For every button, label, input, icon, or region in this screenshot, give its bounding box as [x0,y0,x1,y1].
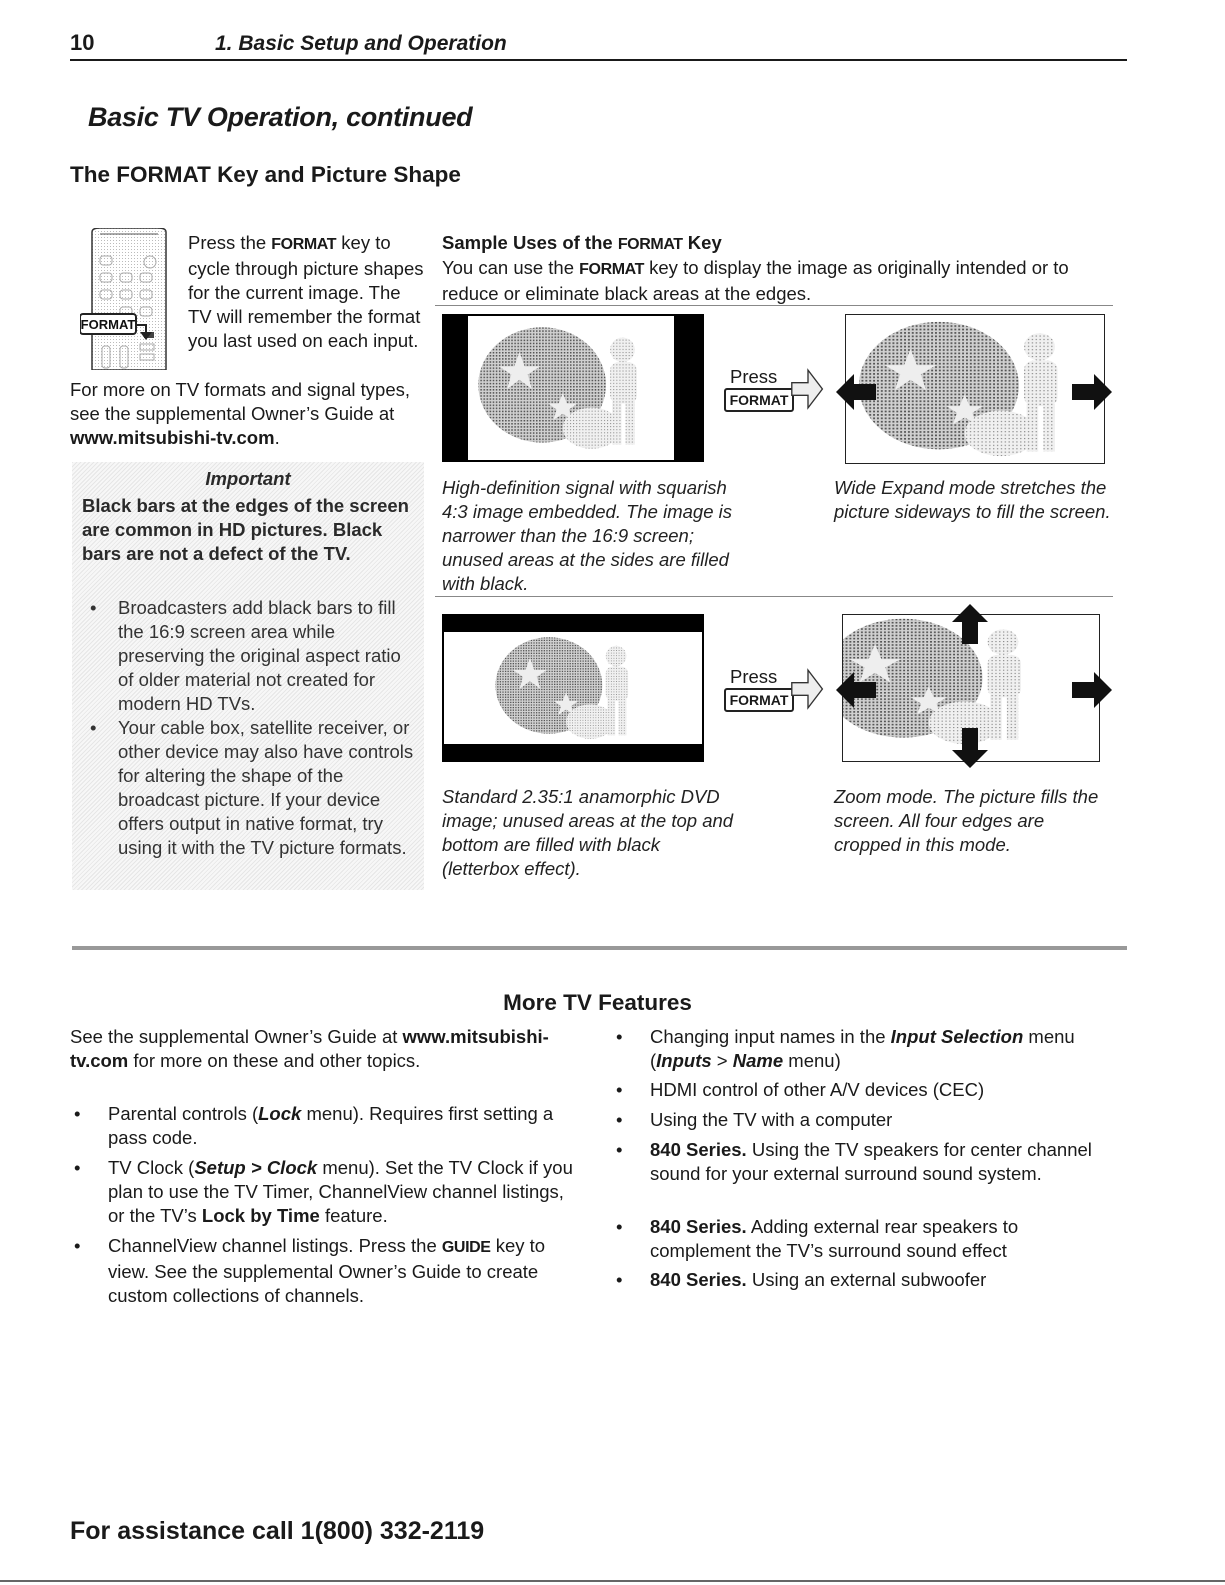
caption-hd: High-definition signal with squarish 4:3 image embedded. The image is narrower than the 16:9 screen; unused areas at the sides are filled with black. [442,477,733,594]
footer-assistance: For assistance call 1(800) 332-2119 [70,1517,485,1545]
ball-child-image [846,315,1104,463]
text: Your cable box, satellite receiver, or other device may also have controls for altering the shape of the broadcast picture. If your device offers output in native format, try using it with the TV picture formats. [118,717,414,858]
divider [435,596,1113,597]
ball-child-image [468,316,674,460]
more-features-intro [70,1025,570,1073]
list-item: • 840 Series. Using the TV speakers for center channel sound for your external surround sound system. [616,1139,1092,1184]
format-instructions [188,231,428,353]
sample-description [442,256,1112,306]
press-label: Press [730,666,778,687]
svg-text:FORMAT: FORMAT [80,317,136,332]
list-item: • 840 Series. Adding external rear speakers to complement the TV’s surround sound effect [616,1216,1019,1261]
important-title: Important [205,468,291,489]
text: See the supplemental Owner’s Guide at [70,1026,403,1047]
remote-icon [80,228,178,370]
arrow-icon [790,664,826,714]
list-item: • ChannelView channel listings. Press the GUIDE key to view. See the supplemental Owner’s Guide to create custom collections of channels. [74,1235,546,1306]
text: for more on these and other topics. [128,1050,421,1071]
website-link[interactable]: www.mitsubishi-tv.com [70,427,275,448]
text: . [274,427,280,448]
divider [435,305,1113,306]
list-item: • Changing input names in the Input Selection menu (Inputs > Name menu) [616,1026,1075,1071]
important-bullet: • Broadcasters add black bars to fill the 16:9 screen area while preserving the original aspect ratio of older material not created for modern HD TVs. [90,597,401,714]
format-key-button: FORMAT [724,388,794,412]
text: For more on TV formats and signal types, see the supplemental Owner’s Guide at [70,379,411,424]
caption-letterbox: Standard 2.35:1 anamorphic DVD image; unused areas at the top and bottom are filled with black (letterbox effect). [442,786,734,879]
remote-illustration [80,228,178,370]
more-features-title: More TV Features [503,990,692,1015]
ball-child-image [444,632,702,744]
text: You can use the [442,257,580,278]
list-item: • Parental controls (Lock menu). Requires first setting a pass code. [74,1103,554,1148]
text: Sample Uses of the [442,232,618,253]
text: key to display the image as originally intended or to reduce or eliminate black areas at the edges. [442,257,1069,304]
text: Broadcasters add black bars to fill the 16:9 screen area while preserving the original aspect ratio of older material not created for modern HD TVs. [118,597,401,714]
wide-expand-image [845,314,1105,464]
header-rule [70,59,1127,61]
format-key-label: FORMAT [617,236,683,253]
section-header: 1. Basic Setup and Operation [215,32,507,55]
sample-heading [442,232,722,254]
text: key to cycle through picture shapes for the current image. The TV will remember the format you last used on each input. [188,232,424,351]
arrow-left-icon [836,670,876,710]
format-key-label: FORMAT [271,236,337,253]
important-box [72,462,424,890]
important-bullet: • Your cable box, satellite receiver, or other device may also have controls for altering the shape of the broadcast picture. If your device offers output in native format, try using it with the TV picture formats. [90,717,414,858]
more-info-text [70,378,425,450]
list-item: • Using the TV with a computer [616,1109,893,1130]
pillarbox-image [442,314,704,462]
letterbox-image [442,614,704,762]
text: Key [682,232,722,253]
text: Press the [188,232,272,253]
list-item: • 840 Series. Using an external subwoofer [616,1269,987,1290]
website-link[interactable]: www.mitsubishi-tv.com [70,1026,549,1071]
section-subtitle: The FORMAT Key and Picture Shape [70,162,461,187]
arrow-right-icon [1072,372,1112,412]
format-key-button: FORMAT [724,688,794,712]
section-separator [72,946,1127,950]
bottom-rule [0,1580,1225,1582]
page-number: 10 [70,30,95,55]
page-title: Basic TV Operation, continued [88,102,473,132]
important-statement: Black bars at the edges of the screen are common in HD pictures. Black bars are not a defect of the TV. [82,495,409,564]
format-key-label: FORMAT [579,261,644,278]
arrow-down-icon [950,728,990,768]
press-label: Press [730,366,778,387]
arrow-right-icon [1072,670,1112,710]
caption-zoom: Zoom mode. The picture fills the screen. All four edges are cropped in this mode. [834,786,1099,855]
caption-wide: Wide Expand mode stretches the picture sideways to fill the screen. [834,477,1111,522]
list-item: • TV Clock (Setup > Clock menu). Set the TV Clock if you plan to use the TV Timer, ChannelView channel listings, or the TV’s Lock by Time feature. [74,1157,573,1226]
arrow-up-icon [950,604,990,644]
arrow-left-icon [836,372,876,412]
arrow-icon [790,364,826,414]
list-item: • HDMI control of other A/V devices (CEC) [616,1079,985,1100]
